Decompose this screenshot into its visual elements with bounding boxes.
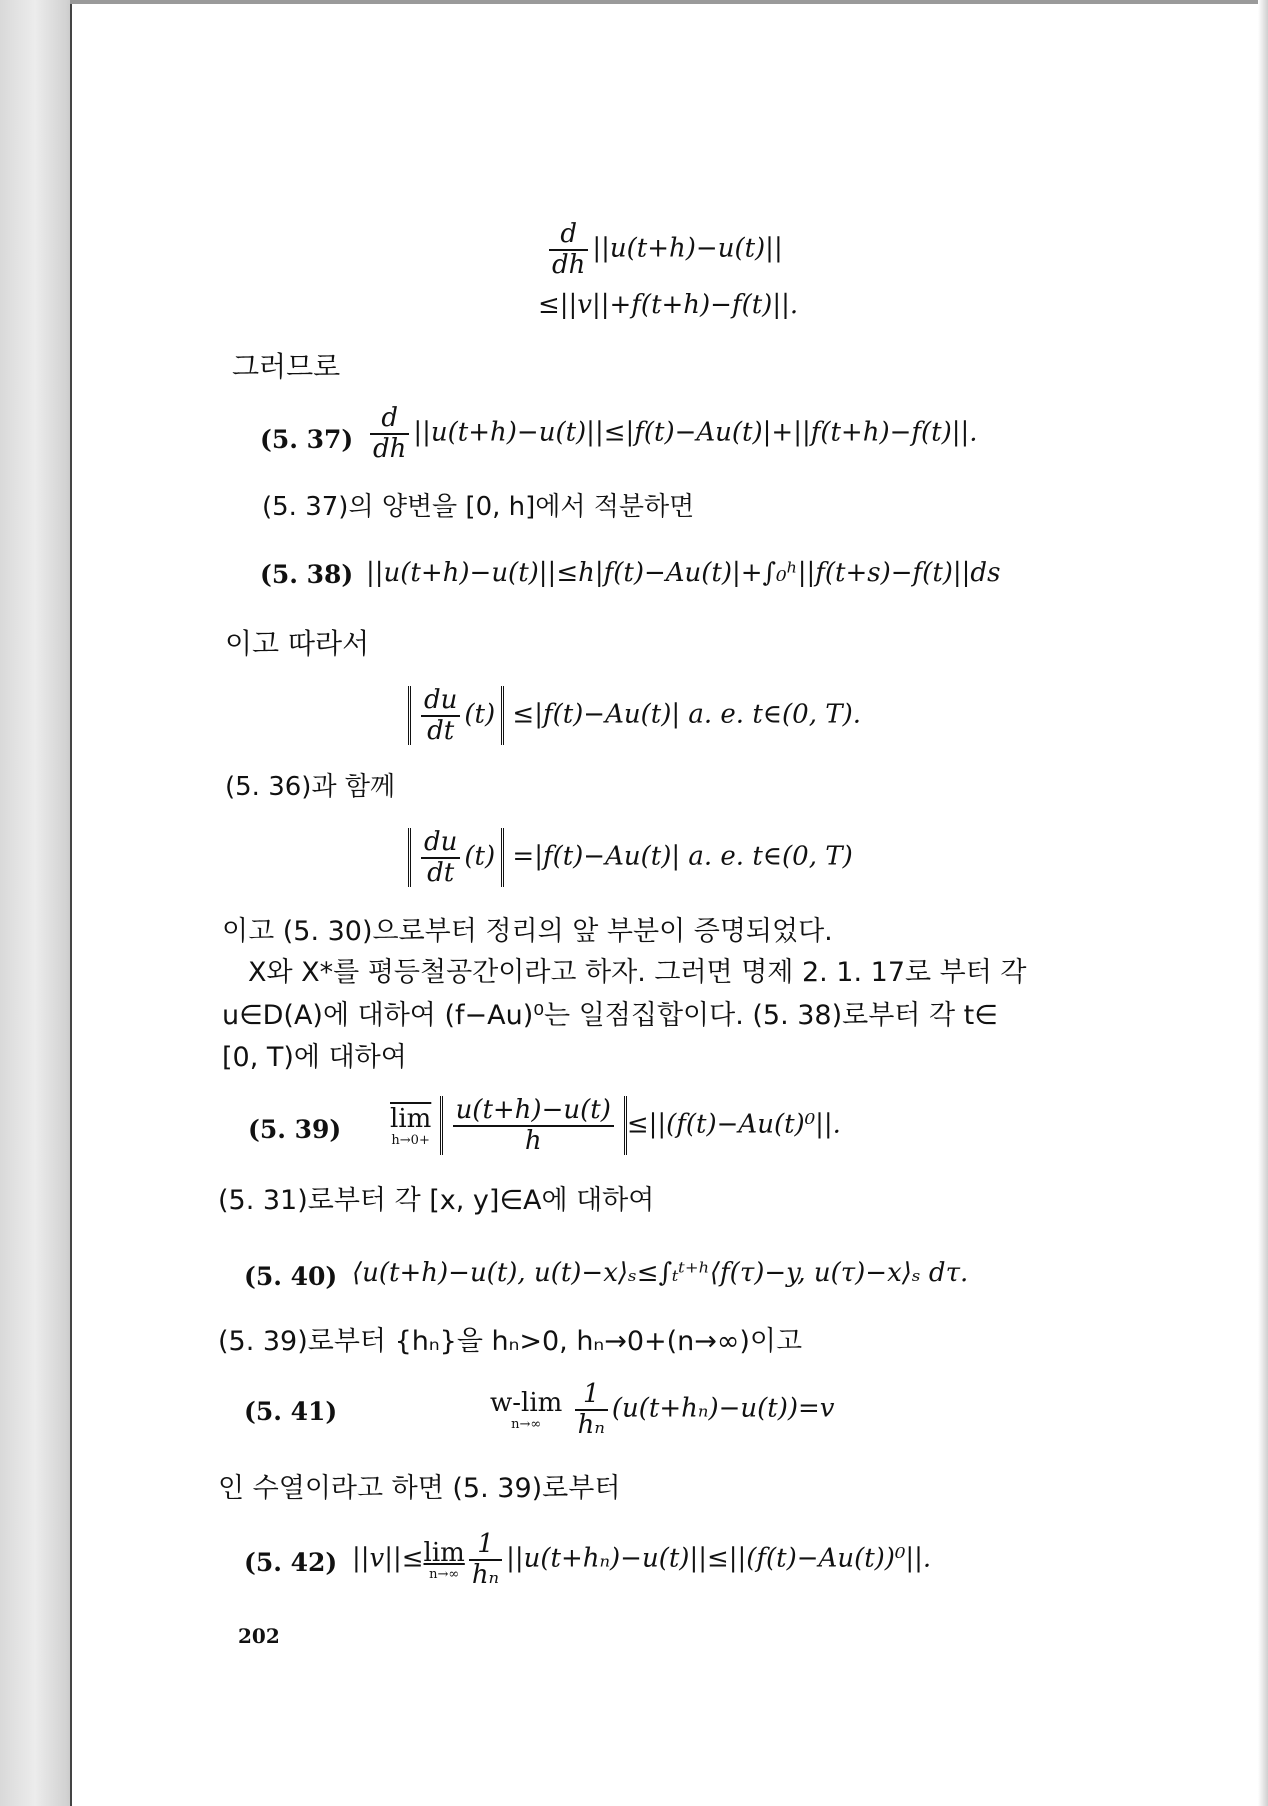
frac-num: 1 (575, 1380, 608, 1411)
frac-num: d (549, 220, 588, 251)
eq-arg: (t) (464, 699, 496, 730)
frac-den: dh (373, 433, 407, 464)
equation-number: (5. 40) (244, 1262, 338, 1291)
equation-5-39 (390, 1096, 841, 1155)
paragraph-text: 그러므로 (232, 350, 341, 383)
eq-body: =|f(t)−Au(t)| a. e. t∈(0, T) (512, 841, 853, 872)
lim-operator: lim (423, 1538, 465, 1569)
eq-body: ||u(t+h)−u(t)|| (592, 233, 783, 264)
paragraph-text: 이고 (5. 30)으로부터 정리의 앞 부분이 증명되었다. (222, 916, 833, 947)
lim-subscript: n→∞ (429, 1567, 460, 1583)
frac-den: hₙ (471, 1559, 500, 1590)
book-spine-edge (0, 0, 72, 1806)
paragraph-text: (5. 36)과 함께 (225, 772, 396, 802)
equation-5-42 (352, 1530, 931, 1589)
frac-den: hₙ (577, 1409, 605, 1440)
paragraph-text: (5. 39)로부터 {hₙ}을 hₙ>0, hₙ→0+(n→∞)이고 (218, 1326, 803, 1357)
equation-number: (5. 39) (248, 1115, 342, 1144)
frac-den: h (524, 1125, 542, 1156)
lim-operator: w-lim (490, 1388, 563, 1419)
eq-body: ||u(t+hₙ)−u(t)||≤||(f(t)−Au(t))⁰||. (506, 1543, 932, 1574)
paragraph-text: [0, T)에 대하여 (222, 1042, 407, 1073)
frac-num: 1 (469, 1530, 502, 1561)
frac-den: dt (427, 715, 455, 746)
equation-number: (5. 37) (260, 425, 354, 454)
paragraph-text: (5. 37)의 양변을 [0, h]에서 적분하면 (262, 492, 695, 522)
equation-number: (5. 38) (260, 560, 354, 589)
eq-body: (u(t+hₙ)−u(t))=v (611, 1393, 835, 1424)
page-right-shadow (1258, 0, 1268, 1806)
eq-arg: (t) (464, 841, 496, 872)
frac-num: du (421, 686, 460, 717)
paragraph-text: u∈D(A)에 대하여 (f−Au)⁰는 일점집합이다. (5. 38)로부터 각 t∈ (222, 1000, 998, 1031)
equation-top-line-2: ≤||v||+f(t+h)−f(t)||. (538, 290, 799, 320)
equation-number: (5. 41) (244, 1397, 338, 1426)
equation-5-40: ⟨u(t+h)−u(t), u(t)−x⟩ₛ≤∫ₜᵗ⁺ʰ⟨f(τ)−y, u(τ)−x⟩ₛ dτ. (352, 1258, 969, 1288)
equation-5-41 (490, 1380, 834, 1439)
page-top-edge (70, 0, 1260, 4)
lim-subscript: h→0+ (391, 1133, 430, 1149)
frac-num: du (421, 828, 460, 859)
frac-den: dt (427, 857, 455, 888)
equation-5-37 (366, 404, 978, 463)
frac-num: u(t+h)−u(t) (453, 1096, 614, 1127)
paragraph-text: 인 수열이라고 하면 (5. 39)로부터 (218, 1473, 621, 1504)
paragraph-text: X와 X*를 평등철공간이라고 하자. 그러면 명제 2. 1. 17로 부터 각 (248, 957, 1027, 988)
frac-den: dh (552, 249, 586, 280)
eq-pre: ||v||≤ (352, 1543, 424, 1574)
paragraph-text: (5. 31)로부터 각 [x, y]∈A에 대하여 (218, 1185, 655, 1216)
lim-operator: $\overline{lim}$ (390, 1104, 432, 1135)
paragraph-text: 이고 따라서 (225, 627, 370, 660)
frac-num: d (370, 404, 409, 435)
equation-top-line-1 (545, 220, 783, 279)
page-number: 202 (238, 1624, 280, 1648)
eq-body: ≤|f(t)−Au(t)| a. e. t∈(0, T). (512, 699, 861, 730)
lim-subscript: n→∞ (511, 1417, 542, 1433)
eq-body: ≤||(f(t)−Au(t)⁰||. (626, 1109, 841, 1140)
eq-body: ||u(t+h)−u(t)||≤|f(t)−Au(t)|+||f(t+h)−f(t)||. (413, 417, 978, 448)
equation-derivative-norm-2 (408, 828, 853, 887)
equation-derivative-norm-1 (408, 686, 861, 745)
equation-5-38: ||u(t+h)−u(t)||≤h|f(t)−Au(t)|+∫₀ʰ||f(t+s)−f(t)||ds (366, 558, 1001, 588)
equation-number: (5. 42) (244, 1548, 338, 1577)
